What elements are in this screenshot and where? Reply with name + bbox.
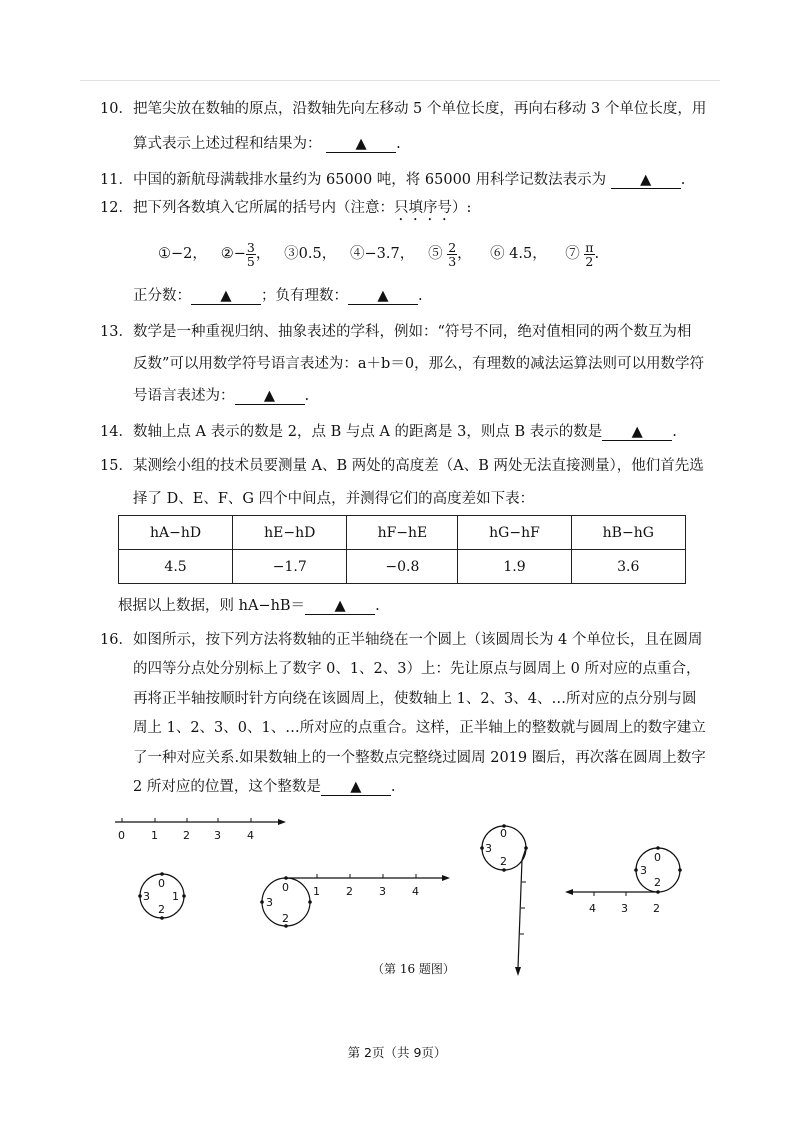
q12-n7-fraction	[584, 241, 594, 268]
q12-n2-sign: ②−	[220, 246, 246, 262]
axis-arrow	[442, 875, 450, 881]
q10-line1: 10．把笔尖放在数轴的原点，沿数轴先向左移动 5 个单位长度，再向右移动 3 个单位长度，用	[100, 101, 707, 117]
table-cell: 1.9	[458, 550, 571, 584]
table-cell: 4.5	[119, 550, 233, 584]
circle-label: 0	[282, 881, 289, 894]
axis-label: 4	[412, 885, 419, 898]
circle-point	[678, 868, 682, 872]
page-footer: 第 2页（共 9页）	[347, 1045, 447, 1060]
q12-answers	[133, 286, 423, 306]
axis-label: 2	[653, 902, 660, 915]
figure-circle-axis-down	[476, 820, 556, 982]
q12-n5-mark: ⑤	[428, 246, 443, 262]
table-header-cell: hF−hE	[347, 516, 458, 550]
q16-line3: 再将正半轴按顺时针方向绕在该圆周上，使数轴上 1、2、3、4、…所对应的点分别与圆	[133, 691, 697, 707]
circle-label: 3	[640, 864, 647, 877]
q13-line3	[133, 386, 309, 406]
q12-n7	[565, 239, 600, 269]
figure-number-line	[110, 812, 295, 846]
q14-end: .	[672, 424, 677, 440]
q16-line6	[133, 777, 395, 797]
q13-end: .	[304, 388, 310, 404]
circle-point	[160, 916, 164, 920]
q12-n5-numerator: 2	[448, 239, 457, 255]
q12-text-end: ）:	[451, 200, 472, 216]
axis-label: 3	[214, 829, 221, 842]
q12-positive-label: 正分数：	[133, 288, 191, 304]
table-header-cell: hB−hG	[571, 516, 685, 550]
circle-label: 2	[282, 912, 289, 925]
q14-answer-blank[interactable]: ▲	[602, 424, 672, 441]
circle-label: 0	[500, 827, 507, 840]
table-row	[119, 550, 686, 584]
q13-line2: 反数”可以用数学符号语言表述为：a＋b＝0，那么，有理数的减法运算法则可以用数学符	[133, 356, 705, 372]
q13-answer-blank[interactable]: ▲	[235, 388, 305, 405]
q12-text: 12．把下列各数填入它所属的括号内（注意：	[100, 200, 394, 216]
q12-emphasis: 只填序号	[393, 200, 452, 216]
q12-n7-denominator: 2	[585, 253, 594, 269]
axis-arrow	[278, 819, 286, 825]
axis-arrow	[565, 889, 573, 895]
q12-negative-label: ；负有理数：	[261, 288, 348, 304]
figure-caption: （第 16 题图）	[372, 962, 455, 976]
q12-end: .	[418, 288, 423, 304]
q12-n2-comma: ，	[255, 246, 271, 262]
q12-positive-blank[interactable]: ▲	[191, 288, 261, 305]
q15-end: .	[375, 598, 380, 614]
q15-text: 根据以上数据，则 hA−hB＝	[118, 598, 306, 614]
circle-point	[634, 868, 638, 872]
q12-n2-fraction	[246, 241, 256, 268]
table-header-row	[119, 516, 686, 550]
circle-point	[182, 894, 186, 898]
circle-label: 1	[172, 890, 179, 903]
q12-n2	[220, 239, 271, 269]
q13-line1: 13．数学是一种重视归纳、抽象表述的学科，例如：“符号不同，绝对值相同的两个数互为相	[100, 324, 692, 340]
q12-n3: ③0.5，	[284, 246, 337, 262]
table-cell: 3.6	[571, 550, 685, 584]
table-cell: −0.8	[347, 550, 458, 584]
axis-arrow	[515, 967, 521, 976]
q10-line2	[133, 134, 401, 154]
q16-line4: 周上 1、2、3、0、1、…所对应的点重合。这样，正半轴上的整数就与圆周上的数字建立	[133, 720, 706, 736]
circle-label: 2	[158, 903, 165, 916]
axis-label: 0	[118, 829, 125, 842]
circle-point	[160, 872, 164, 876]
q12-n2-denominator: 5	[246, 253, 255, 269]
q12-n7-numerator: π	[585, 239, 594, 255]
circle-point	[308, 900, 312, 904]
q11-line1	[100, 170, 685, 190]
circle-label: 3	[143, 890, 150, 903]
circle-label: 3	[485, 842, 492, 855]
q12-n5-comma: ，	[457, 246, 472, 262]
figure-circle	[134, 868, 194, 928]
table-cell: −1.7	[233, 550, 347, 584]
q14-text: 14．数轴上点 A 表示的数是 2，点 B 与点 A 的距离是 3，则点 B 表示的数是	[100, 424, 603, 440]
q15-line2: 择了 D、E、F、G 四个中间点，并测得它们的高度差如下表：	[133, 491, 535, 507]
q12-number-list	[158, 239, 599, 269]
q16-text: 2 所对应的位置，这个整数是	[133, 779, 321, 795]
q12-negative-blank[interactable]: ▲	[348, 288, 418, 305]
q12-n7-period: .	[594, 246, 600, 262]
circle-point	[502, 868, 506, 872]
circle-point	[260, 900, 264, 904]
top-rule	[80, 80, 720, 81]
q16-line2: 的四等分点处分别标上了数字 0、1、2、3）上：先让原点与圆周上 0 所对应的点重合，	[133, 661, 701, 677]
axis-label: 3	[621, 902, 628, 915]
q12-n5	[428, 239, 472, 269]
q16-line5: 了一种对应关系.如果数轴上的一个整数点完整绕过圆周 2019 圈后，再次落在圆周上数字	[133, 750, 706, 766]
q11-text: 11．中国的新航母满载排水量约为 65000 吨，将 65000 用科学记数法表示为	[100, 172, 607, 188]
q10-answer-blank[interactable]: ▲	[326, 136, 396, 153]
circle-label: 3	[266, 896, 273, 909]
q10-end: .	[396, 136, 401, 152]
circle-point	[480, 846, 484, 850]
q15-answer-blank[interactable]: ▲	[305, 598, 375, 615]
circle-label: 0	[654, 851, 661, 864]
q14-line1	[100, 422, 677, 442]
figure-circle-axis-left	[560, 840, 690, 920]
q12-n1: ①−2，	[158, 246, 207, 262]
axis-label: 1	[151, 829, 158, 842]
q10-text: 算式表示上述过程和结果为：	[133, 136, 322, 152]
q13-text: 号语言表述为：	[133, 388, 235, 404]
table-header-cell: hG−hF	[458, 516, 571, 550]
q16-end: .	[390, 779, 396, 795]
q12-n6: ⑥ 4.5，	[490, 246, 547, 262]
q12-n4: ④−3.7，	[350, 246, 415, 262]
table-header-cell: hE−hD	[233, 516, 347, 550]
q12-n7-mark: ⑦	[565, 246, 580, 262]
q12-n2-numerator: 3	[246, 239, 255, 255]
axis-label: 2	[183, 829, 190, 842]
axis-label: 2	[346, 885, 353, 898]
q11-end: .	[680, 172, 686, 188]
axis-label: 3	[379, 885, 386, 898]
figure-circle-with-axis	[258, 866, 458, 932]
q11-answer-blank[interactable]: ▲	[611, 172, 681, 189]
height-difference-table	[118, 515, 686, 584]
circle-point	[656, 846, 660, 850]
q16-line1: 16．如图所示，按下列方法将数轴的正半轴绕在一个圆上（该圆周长为 4 个单位长，且在圆周	[100, 632, 703, 648]
q16-answer-blank[interactable]: ▲	[321, 779, 391, 796]
circle-point	[138, 894, 142, 898]
q15-line1: 15．某测绘小组的技术员要测量 A、B 两处的高度差（A、B 两处无法直接测量），他们首先选	[100, 458, 704, 474]
q12-line1	[100, 198, 471, 224]
circle-label: 0	[158, 877, 165, 890]
circle-label: 2	[500, 855, 507, 868]
axis-label: 4	[589, 902, 596, 915]
circle-label: 2	[654, 876, 661, 889]
q12-n5-denominator: 3	[448, 253, 457, 269]
table-header-cell: hA−hD	[119, 516, 233, 550]
axis-label: 1	[313, 885, 320, 898]
q12-n5-fraction	[447, 241, 457, 268]
axis-label: 4	[247, 829, 254, 842]
q15-conclusion	[118, 596, 380, 616]
